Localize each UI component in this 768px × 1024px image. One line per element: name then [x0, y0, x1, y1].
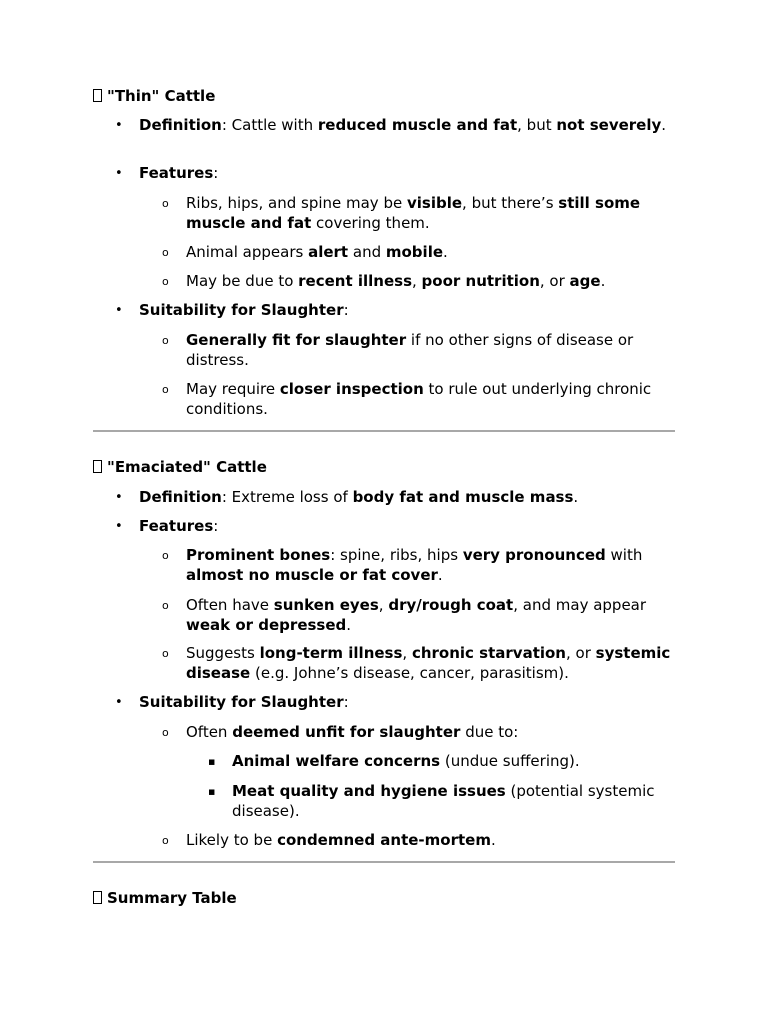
bullet-circle: o	[162, 197, 169, 210]
bullet-disc: •	[115, 118, 123, 133]
bullet-circle: o	[162, 383, 169, 396]
bullet-circle: o	[162, 549, 169, 562]
bullet-circle: o	[162, 834, 169, 847]
thin-features: • Features:	[115, 164, 219, 182]
missing-glyph-icon	[93, 891, 102, 904]
emaciated-feature-3: o Suggests long-term illness, chronic starvation, or systemic disease (e.g. Johne’s disease, cancer, parasitism).	[162, 644, 671, 682]
bullet-square: ▪	[208, 785, 216, 798]
thin-definition: • Definition: Cattle with reduced muscle and fat, but not severely.	[115, 116, 667, 134]
bullet-disc: •	[115, 166, 123, 181]
emaciated-features: • Features:	[115, 517, 219, 535]
bullet-disc: •	[115, 519, 123, 534]
emaciated-suitability-2: o Likely to be condemned ante-mortem.	[162, 831, 496, 849]
emaciated-feature-1: o Prominent bones: spine, ribs, hips very pronounced with almost no muscle or fat cover.	[162, 546, 643, 584]
bullet-disc: •	[115, 303, 123, 318]
bullet-disc: •	[115, 695, 123, 710]
bullet-circle: o	[162, 334, 169, 347]
emaciated-feature-2: o Often have sunken eyes, dry/rough coat, and may appear weak or depressed.	[162, 596, 647, 634]
emaciated-suitability-1: o Often deemed unfit for slaughter due to:	[162, 723, 519, 741]
thin-feature-2: o Animal appears alert and mobile.	[162, 243, 448, 261]
thin-feature-3: o May be due to recent illness, poor nutrition, or age.	[162, 272, 606, 290]
emaciated-reason-2: ▪ Meat quality and hygiene issues (potential systemic disease).	[208, 782, 655, 820]
thin-suitability-1: o Generally fit for slaughter if no other signs of disease or distress.	[162, 331, 634, 369]
bullet-circle: o	[162, 599, 169, 612]
thin-suitability-2: o May require closer inspection to rule out underlying chronic conditions.	[162, 380, 652, 418]
emaciated-reason-1: ▪ Animal welfare concerns (undue suffering).	[208, 752, 580, 770]
missing-glyph-icon	[93, 89, 102, 102]
horizontal-rule	[93, 430, 675, 432]
emaciated-suitability: • Suitability for Slaughter:	[115, 693, 349, 711]
bullet-disc: •	[115, 490, 123, 505]
horizontal-rule	[93, 861, 675, 863]
bullet-square: ▪	[208, 755, 216, 768]
bullet-circle: o	[162, 275, 169, 288]
emaciated-heading: "Emaciated" Cattle	[93, 458, 267, 478]
thin-suitability: • Suitability for Slaughter:	[115, 301, 349, 319]
bullet-circle: o	[162, 647, 169, 660]
thin-feature-1: o Ribs, hips, and spine may be visible, but there’s still some muscle and fat covering them.	[162, 194, 641, 232]
thin-heading: "Thin" Cattle	[93, 87, 215, 107]
bullet-circle: o	[162, 246, 169, 259]
summary-heading: Summary Table	[93, 889, 237, 909]
emaciated-definition: • Definition: Extreme loss of body fat and muscle mass.	[115, 488, 579, 506]
missing-glyph-icon	[93, 460, 102, 473]
bullet-circle: o	[162, 726, 169, 739]
